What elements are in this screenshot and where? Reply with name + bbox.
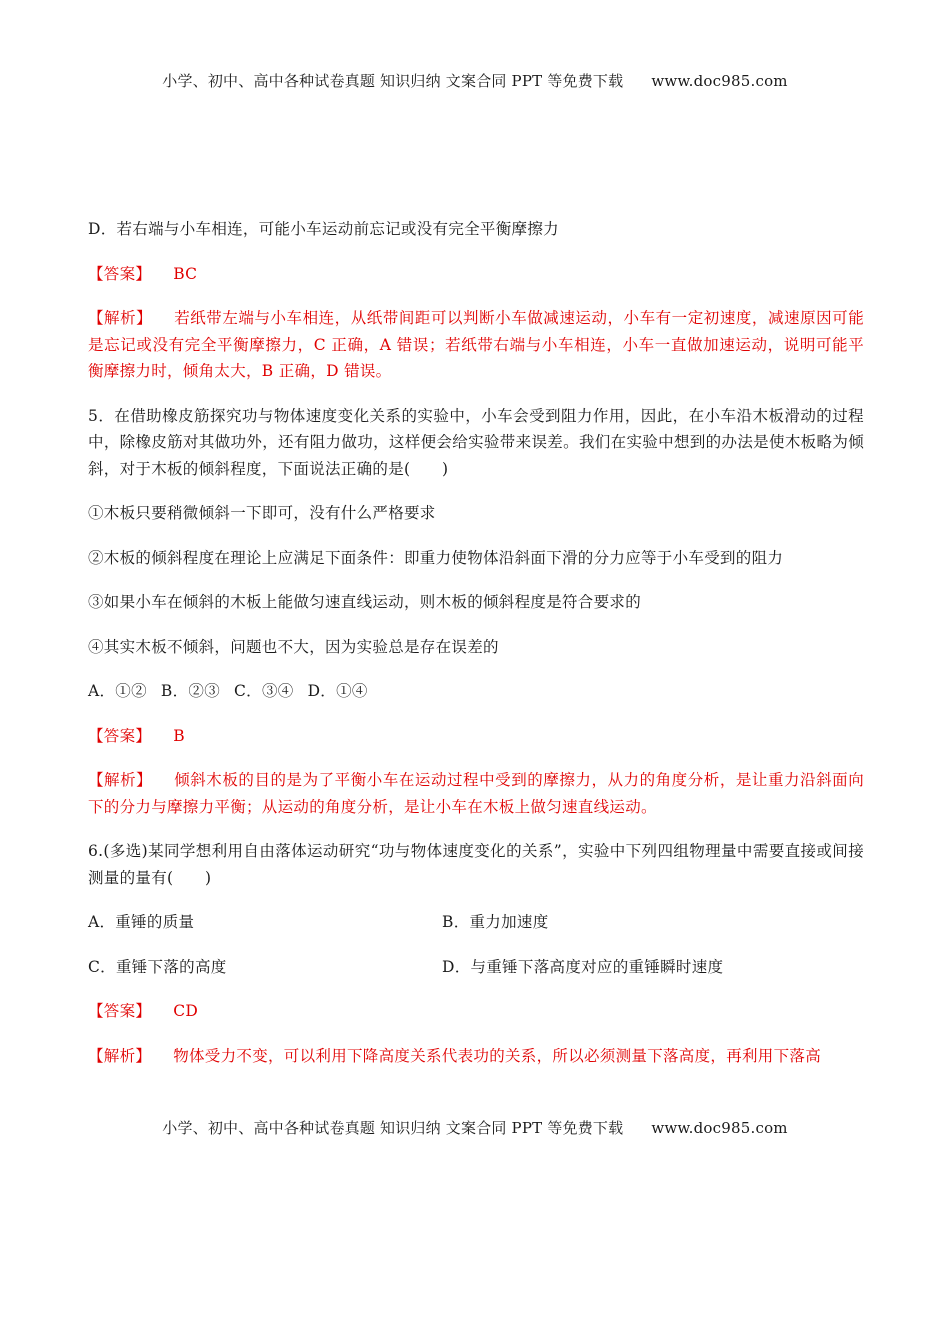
q5-statement-3: ③如果小车在倾斜的木板上能做匀速直线运动，则木板的倾斜程度是符合要求的 [88, 593, 642, 611]
q6-options-row-1 [88, 909, 864, 936]
footer-text: 小学、初中、高中各种试卷真题 知识归纳 文案合同 PPT 等免费下载 [162, 1119, 624, 1137]
q5-option-c: C．③④ [234, 682, 294, 700]
answer-value: BC [173, 264, 198, 283]
q5-options [88, 678, 864, 705]
q6-stem: 6.(多选)某同学想利用自由落体运动研究“功与物体速度变化的关系”，实验中下列四组物理量中需要直接或间接测量的量有( ) [88, 842, 864, 887]
q6-option-b: B．重力加速度 [442, 913, 549, 931]
q6-option-a: A．重锤的质量 [88, 913, 195, 931]
page-footer [0, 1117, 950, 1138]
q4-analysis [88, 305, 864, 385]
q5-statement-4: ④其实木板不倾斜，问题也不大，因为实验总是存在误差的 [88, 637, 499, 656]
analysis-label: 【解析】 [88, 771, 153, 789]
answer-label: 【答案】 [88, 1002, 152, 1020]
q5-stem: 5．在借助橡皮筋探究功与物体速度变化关系的实验中，小车会受到阻力作用，因此，在小车沿木板滑动的过程中，除橡皮筋对其做功外，还有阻力做功，这样便会给实验带来误差。我们在实验中想到的办法是使木板略为倾斜，对于木板的倾斜程度，下面说法正确的是( ) [88, 406, 864, 478]
q5-analysis [88, 767, 864, 820]
q4-answer [88, 261, 864, 288]
answer-value: CD [173, 1002, 199, 1020]
answer-label: 【答案】 [88, 264, 152, 283]
q5-option-b: B．②③ [160, 682, 220, 700]
q5-statement-1: ①木板只要稍微倾斜一下即可，没有什么严格要求 [88, 504, 436, 522]
answer-value: B [173, 726, 185, 745]
q5-answer [88, 723, 864, 750]
analysis-text: 若纸带左端与小车相连，从纸带间距可以判断小车做减速运动，小车有一定初速度，减速原因可能是忘记或没有完全平衡摩擦力，C 正确，A 错误；若纸带右端与小车相连，小车一直做加速运动，说明可能平衡摩擦力时，倾角太大，B 正确，D 错误。 [88, 309, 865, 380]
answer-label: 【答案】 [88, 726, 152, 745]
q6-option-c: C．重锤下落的高度 [88, 957, 227, 976]
header-text: 小学、初中、高中各种试卷真题 知识归纳 文案合同 PPT 等免费下载 [162, 72, 624, 90]
analysis-text: 物体受力不变，可以利用下降高度关系代表功的关系，所以必须测量下落高度，再利用下落高 [173, 1046, 822, 1065]
page-header [0, 70, 950, 91]
footer-url: www.doc985.com [651, 1119, 788, 1137]
q6-option-d: D．与重锤下落高度对应的重锤瞬时速度 [442, 957, 724, 976]
analysis-label: 【解析】 [88, 309, 153, 327]
analysis-text: 倾斜木板的目的是为了平衡小车在运动过程中受到的摩擦力，从力的角度分析，是让重力沿斜面向下的分力与摩擦力平衡；从运动的角度分析，是让小车在木板上做匀速直线运动。 [88, 771, 865, 816]
q5-statement-2: ②木板的倾斜程度在理论上应满足下面条件：即重力使物体沿斜面下滑的分力应等于小车受到的阻力 [88, 548, 784, 567]
analysis-label: 【解析】 [88, 1046, 152, 1065]
q5-option-d: D．①④ [307, 682, 368, 700]
q5-option-a: A．①② [88, 682, 147, 700]
q4-option-d: D．若右端与小车相连，可能小车运动前忘记或没有完全平衡摩擦力 [88, 220, 559, 238]
q6-analysis [88, 1043, 864, 1070]
q6-options-row-2 [88, 954, 864, 981]
header-url: www.doc985.com [651, 72, 788, 90]
document-body [88, 216, 864, 1069]
q6-answer [88, 998, 864, 1025]
